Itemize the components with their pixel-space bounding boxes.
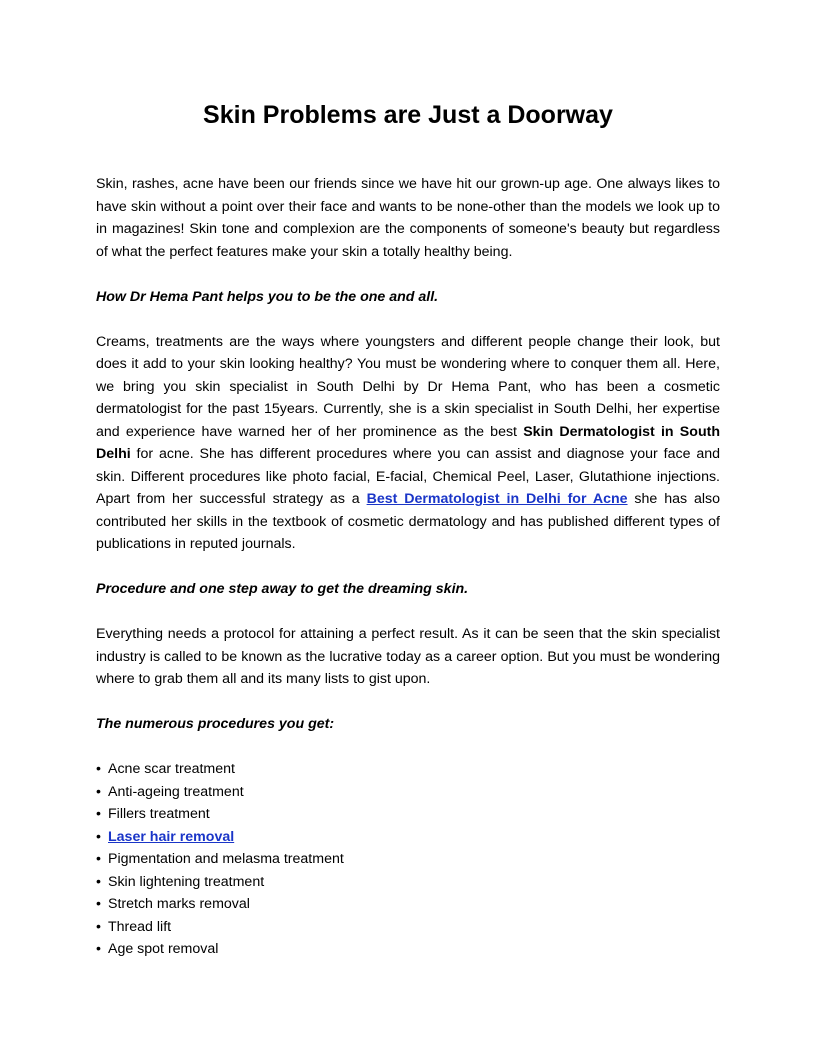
intro-paragraph: Skin, rashes, acne have been our friends since we have hit our grown-up age. One always likes to have skin without a point over their face and wants to be none-other than the models we look up to in magazines! Skin tone and complexion are the components of someone's beauty but regardless of what the perfect features make your skin a totally healthy being. bbox=[96, 176, 720, 260]
bullet: • bbox=[96, 851, 101, 867]
list-item bbox=[96, 848, 720, 871]
bullet: • bbox=[96, 761, 101, 777]
bullet: • bbox=[96, 828, 101, 845]
list-item bbox=[96, 893, 720, 916]
list-item-label: Anti-ageing treatment bbox=[108, 783, 244, 800]
about-text-part2: for acne. She has different procedures where you can assist and diagnose your face and skin. Different procedures like photo facial, E-facial, Chemical Peel, Laser, Glutathione injections. Apart from her successful strategy as a bbox=[96, 446, 720, 507]
list-item bbox=[96, 758, 720, 781]
list-item-label: Thread lift bbox=[108, 918, 172, 935]
section-heading-dr-hema-pant: How Dr Hema Pant helps you to be the one and all. bbox=[96, 288, 439, 305]
list-item bbox=[96, 803, 720, 826]
list-item bbox=[96, 871, 720, 894]
procedures-list bbox=[96, 758, 720, 961]
bullet: • bbox=[96, 783, 101, 800]
section-heading-procedures-list: The numerous procedures you get: bbox=[96, 716, 335, 732]
list-item bbox=[96, 826, 720, 849]
list-item-label: Skin lightening treatment bbox=[108, 873, 265, 890]
list-item bbox=[96, 781, 720, 804]
list-item bbox=[96, 938, 720, 961]
about-doctor-paragraph bbox=[96, 331, 720, 556]
section-heading-procedure: Procedure and one step away to get the dreaming skin. bbox=[96, 581, 469, 597]
list-item-label: Acne scar treatment bbox=[108, 761, 235, 777]
bold-keyword-skin-dermatologist: Skin Dermatologist in South Delhi bbox=[96, 423, 720, 462]
page-title: Skin Problems are Just a Doorway bbox=[203, 101, 613, 129]
bullet: • bbox=[96, 806, 101, 822]
list-item-label: Fillers treatment bbox=[108, 806, 210, 822]
list-item-label: Age spot removal bbox=[108, 941, 219, 957]
bullet: • bbox=[96, 873, 101, 890]
bullet: • bbox=[96, 918, 101, 935]
bullet: • bbox=[96, 941, 101, 957]
about-text-part3: she has also contributed her skills in the textbook of cosmetic dermatology and has published different types of publications in reputed journals. bbox=[96, 491, 720, 552]
bullet: • bbox=[96, 896, 101, 912]
procedure-paragraph: Everything needs a protocol for attaining a perfect result. As it can be seen that the skin specialist industry is called to be known as the lucrative today as a career option. But you must be wondering where to grab them all and its many lists to gist upon. bbox=[96, 626, 720, 687]
about-text-part1: Creams, treatments are the ways where youngsters and different people change their look, but does it add to your skin looking healthy? You must be wondering where to conquer them all. Here, we bring you skin specialist in South Delhi by Dr Hema Pant, who has been a cosmetic dermatologist for the past 15years. Currently, she is a skin specialist in South Delhi, her expertise and experience have warned her of her prominence as the best bbox=[96, 333, 720, 440]
list-item bbox=[96, 916, 720, 939]
list-item-label: Stretch marks removal bbox=[108, 896, 250, 912]
laser-hair-removal-link[interactable]: Laser hair removal bbox=[108, 828, 235, 845]
best-dermatologist-link[interactable]: Best Dermatologist in Delhi for Acne bbox=[366, 491, 628, 507]
list-item-label: Pigmentation and melasma treatment bbox=[108, 851, 344, 867]
